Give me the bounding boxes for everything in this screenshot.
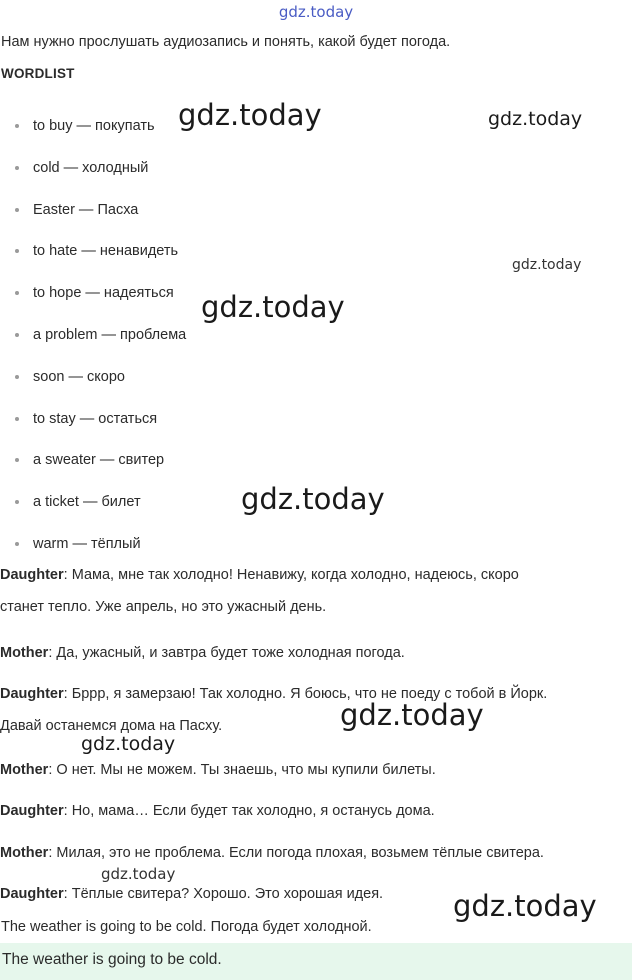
- bullet-icon: [15, 124, 19, 128]
- wordlist-item: a problem — проблема: [0, 324, 186, 366]
- watermark: gdz.today: [512, 257, 582, 273]
- speaker-label: Daughter: [0, 567, 64, 583]
- watermark: gdz.today: [101, 865, 176, 883]
- answer-text: The weather is going to be cold. Погода будет холодной.: [1, 919, 372, 935]
- watermark: gdz.today: [81, 733, 176, 755]
- intro-text: Нам нужно прослушать аудиозапись и понять, какой будет погода.: [1, 34, 451, 50]
- bullet-icon: [15, 458, 19, 462]
- dialogue-line: Daughter: Бррр, я замерзаю! Так холодно. Я боюсь, что не поеду с тобой в Йорк. Давай останемся дома на Пасху.: [0, 686, 548, 734]
- wordlist-item: to stay — остаться: [0, 408, 186, 450]
- bullet-icon: [15, 417, 19, 421]
- wordlist-item: warm — тёплый: [0, 533, 186, 575]
- site-logo[interactable]: gdz.today: [278, 3, 354, 21]
- bullet-icon: [15, 166, 19, 170]
- dialogue-line: Daughter: Но, мама… Если будет так холодно, я останусь дома.: [0, 803, 435, 819]
- bullet-icon: [15, 249, 19, 253]
- bullet-icon: [15, 291, 19, 295]
- wordlist-item: to hope — надеяться: [0, 282, 186, 324]
- speaker-label: Daughter: [0, 803, 64, 819]
- dialogue-line: Daughter: Тёплые свитера? Хорошо. Это хорошая идея.: [0, 886, 384, 902]
- wordlist-item: cold — холодный: [0, 157, 186, 199]
- watermark: gdz.today: [340, 698, 484, 732]
- wordlist-heading: WORDLIST: [1, 66, 75, 81]
- wordlist-item: to buy — покупать: [0, 115, 186, 157]
- bullet-icon: [15, 375, 19, 379]
- bullet-icon: [15, 208, 19, 212]
- wordlist-item: a sweater — свитер: [0, 449, 186, 491]
- speaker-label: Daughter: [0, 886, 64, 902]
- dialogue-line: Mother: О нет. Мы не можем. Ты знаешь, что мы купили билеты.: [0, 762, 436, 778]
- watermark: gdz.today: [488, 108, 583, 130]
- wordlist: [0, 115, 186, 575]
- wordlist-item: to hate — ненавидеть: [0, 240, 186, 282]
- speaker-label: Daughter: [0, 686, 64, 702]
- dialogue-line: Mother: Милая, это не проблема. Если погода плохая, возьмем тёплые свитера.: [0, 845, 544, 861]
- wordlist-item: a ticket — билет: [0, 491, 186, 533]
- dialogue-line: Mother: Да, ужасный, и завтра будет тоже холодная погода.: [0, 645, 405, 661]
- wordlist-item: soon — скоро: [0, 366, 186, 408]
- bullet-icon: [15, 333, 19, 337]
- speaker-label: Mother: [0, 645, 49, 661]
- watermark: gdz.today: [241, 482, 385, 516]
- watermark: gdz.today: [453, 889, 597, 923]
- answer-highlight: The weather is going to be cold.: [0, 943, 632, 980]
- speaker-label: Mother: [0, 845, 49, 861]
- watermark: gdz.today: [178, 98, 322, 132]
- wordlist-item: Easter — Пасха: [0, 199, 186, 241]
- watermark: gdz.today: [201, 290, 345, 324]
- bullet-icon: [15, 542, 19, 546]
- bullet-icon: [15, 500, 19, 504]
- speaker-label: Mother: [0, 762, 49, 778]
- dialogue-line: Daughter: Мама, мне так холодно! Ненавижу, когда холодно, надеюсь, скоро станет тепло. Уже апрель, но это ужасный день.: [0, 567, 519, 615]
